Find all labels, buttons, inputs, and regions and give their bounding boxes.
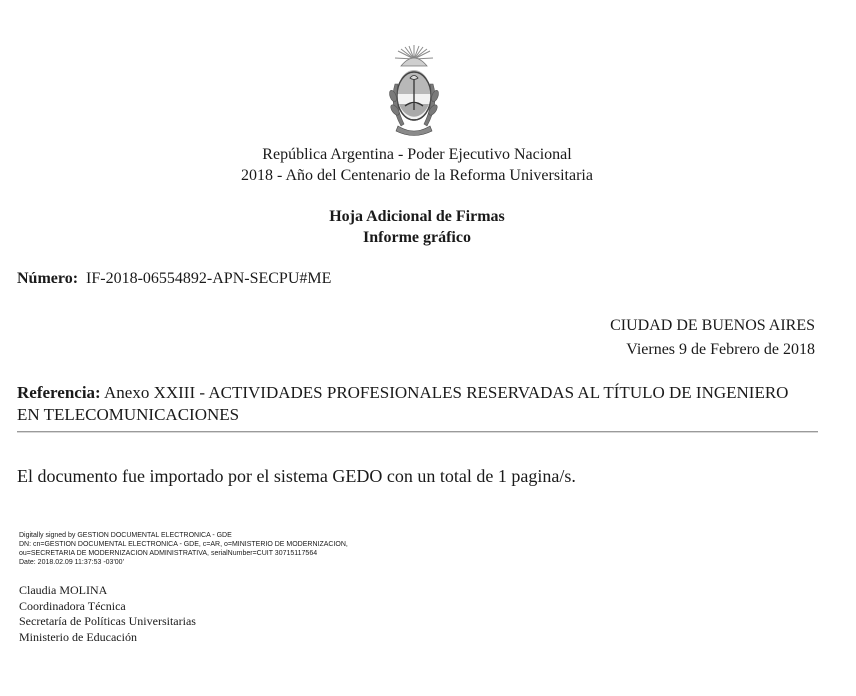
signer-block [19,583,196,645]
header-line-2: 2018 - Año del Centenario de la Reforma Universitaria [241,167,593,184]
body-text: El documento fue importado por el sistema GEDO con un total de 1 pagina/s. [17,466,576,486]
digital-signature-line-4: Date: 2018.02.09 11:37:53 -03'00' [19,559,124,566]
header-line-1: República Argentina - Poder Ejecutivo Nacional [262,146,572,163]
argentina-coat-of-arms-icon [383,44,445,138]
document-subtitle: Informe gráfico [363,229,471,246]
document-number-label: Número: [17,270,79,287]
document-number-value: IF-2018-06554892-APN-SECPU#ME [86,270,332,287]
signer-role: Coordinadora Técnica [19,598,126,613]
document-number [17,269,331,289]
location-date: Viernes 9 de Febrero de 2018 [626,341,815,358]
digital-signature-line-1: Digitally signed by GESTION DOCUMENTAL ELECTRONICA - GDE [19,532,232,539]
reference-value: Anexo XXIII - ACTIVIDADES PROFESIONALES RESERVADAS AL TÍTULO DE INGENIERO EN TELECOMUNICACIONES [17,383,789,424]
horizontal-divider [17,431,818,433]
document-title: Hoja Adicional de Firmas [329,208,505,225]
location-city: CIUDAD DE BUENOS AIRES [610,317,815,334]
digital-signature-line-3: ou=SECRETARIA DE MODERNIZACION ADMINISTRATIVA, serialNumber=CUIT 30715117564 [19,550,318,557]
signer-name: Claudia MOLINA [19,583,108,597]
reference-label: Referencia: [17,383,101,402]
signer-ministry: Ministerio de Educación [19,629,137,644]
digital-signature-line-2: DN: cn=GESTION DOCUMENTAL ELECTRONICA - GDE, c=AR, o=MINISTERIO DE MODERNIZACION, [19,541,348,548]
signer-secretariat: Secretaría de Políticas Universitarias [19,614,196,628]
sun-rays [395,45,433,59]
reference [17,382,807,426]
digital-signature-block [19,531,348,567]
